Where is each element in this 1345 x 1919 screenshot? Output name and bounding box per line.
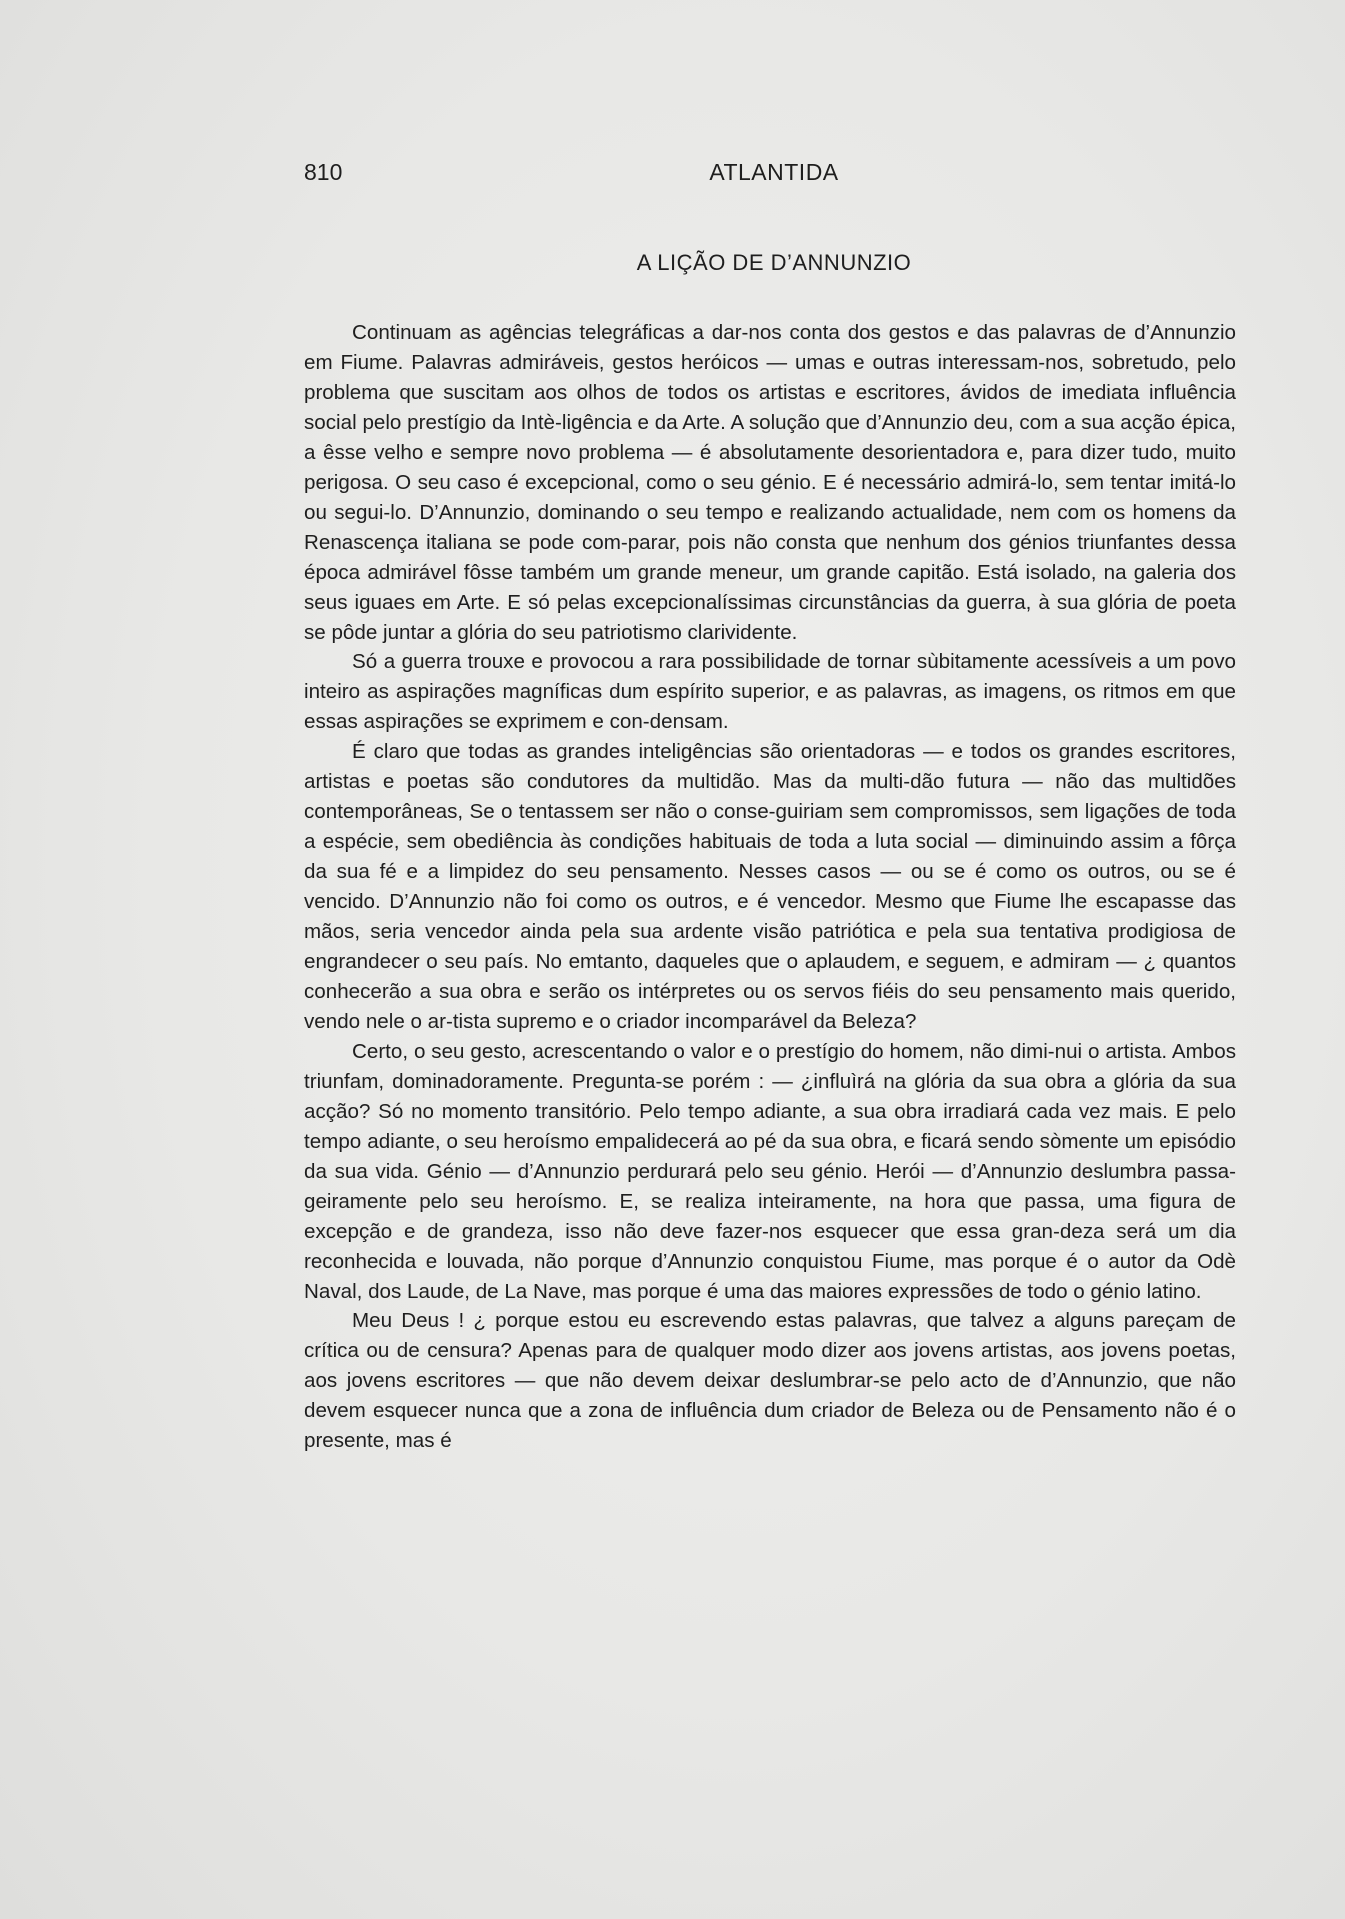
page-number: 810 — [304, 159, 343, 185]
running-title: ATLANTIDA — [709, 159, 839, 185]
paragraph: Só a guerra trouxe e provocou a rara possibilidade de tornar sùbitamente acessíveis a um povo inteiro as aspirações magníficas dum espírito superior, e as palavras, as imagens, os ritmos em que essas aspirações se exprimem e con-densam. — [304, 650, 1236, 734]
paragraph: Meu Deus ! ¿ porque estou eu escrevendo estas palavras, que talvez a alguns pareçam de crítica ou de censura? Apenas para de qualquer modo dizer aos jovens artistas, aos jovens poetas, aos jovens escritores — que não devem deixar deslumbrar-se pelo acto de d’Annunzio, que não devem esquecer nunca que a zona de influência dum criador de Beleza ou de Pensamento não é o presente, mas é — [304, 1309, 1236, 1453]
paragraph: Certo, o seu gesto, acrescentando o valor e o prestígio do homem, não dimi-nui o artista. Ambos triunfam, dominadoramente. Pregunta-se porém : — ¿influìrá na glória da sua obra a glória da sua acção? Só no momento transitório. Pelo tempo adiante, a sua obra irradiará cada vez mais. E pelo tempo adiante, o seu heroísmo empalidecerá ao pé da sua obra, e ficará sendo sòmente um episódio da sua vida. Génio — d’Annunzio perdurará pelo seu génio. Herói — d’Annunzio deslumbra passa-geiramente pelo seu heroísmo. E, se realiza inteiramente, na hora que passa, uma figura de excepção e de grandeza, isso não deve fazer-nos esquecer que essa gran-deza será um dia reconhecida e louvada, não porque d’Annunzio conquistou Fiume, mas porque é o autor da Odè Naval, dos Laude, de La Nave, mas porque é uma das maiores expressões de todo o génio latino. — [304, 1039, 1236, 1303]
article-title: A LIÇÃO DE D’ANNUNZIO — [636, 250, 912, 275]
paragraph: É claro que todas as grandes inteligências são orientadoras — e todos os grandes escritores, artistas e poetas são condutores da multidão. Mas da multi-dão futura — não das multidões contemporâneas, Se o tentassem ser não o conse-guiriam sem compromissos, sem ligações de toda a espécie, sem obediência às condições habituais de toda a luta social — diminuindo assim a fôrça da sua fé e a limpidez do seu pensamento. Nesses casos — ou se é como os outros, ou se é vencido. D’Annunzio não foi como os outros, e é vencedor. Mesmo que Fiume lhe escapasse das mãos, seria vencedor ainda pela sua ardente visão patriótica e pela sua tentativa prodigiosa de engrandecer o seu país. No emtanto, daqueles que o aplaudem, e seguem, e admiram — ¿ quantos conhecerão a sua obra e serão os intérpretes ou os servos fiéis do seu pensamento mais querido, vendo nele o ar-tista supremo e o criador incomparável da Beleza? — [304, 740, 1236, 1033]
article-body — [304, 318, 1236, 1456]
page-header — [304, 155, 1244, 189]
paragraph: Continuam as agências telegráficas a dar-nos conta dos gestos e das palavras de d’Annunzio em Fiume. Palavras admiráveis, gestos heróicos — umas e outras interessam-nos, sobretudo, pelo problema que suscitam aos olhos de todos os artistas e escritores, ávidos de imediata influência social pelo prestígio da Intè-ligência e da Arte. A solução que d’Annunzio deu, com a sua acção épica, a êsse velho e sempre novo problema — é absolutamente desorientadora e, para dizer tudo, muito perigosa. O seu caso é excepcional, como o seu génio. E é necessário admirá-lo, sem tentar imitá-lo ou segui-lo. D’Annunzio, dominando o seu tempo e realizando actualidade, nem com os homens da Renascença italiana se pode com-parar, pois não consta que nenhum dos génios triunfantes dessa época admirável fôsse também um grande meneur, um grande capitão. Está isolado, na galeria dos seus iguaes em Arte. E só pelas excepcionalíssimas circunstâncias da guerra, à sua glória de poeta se pôde juntar a glória do seu patriotismo clarividente. — [304, 321, 1236, 644]
